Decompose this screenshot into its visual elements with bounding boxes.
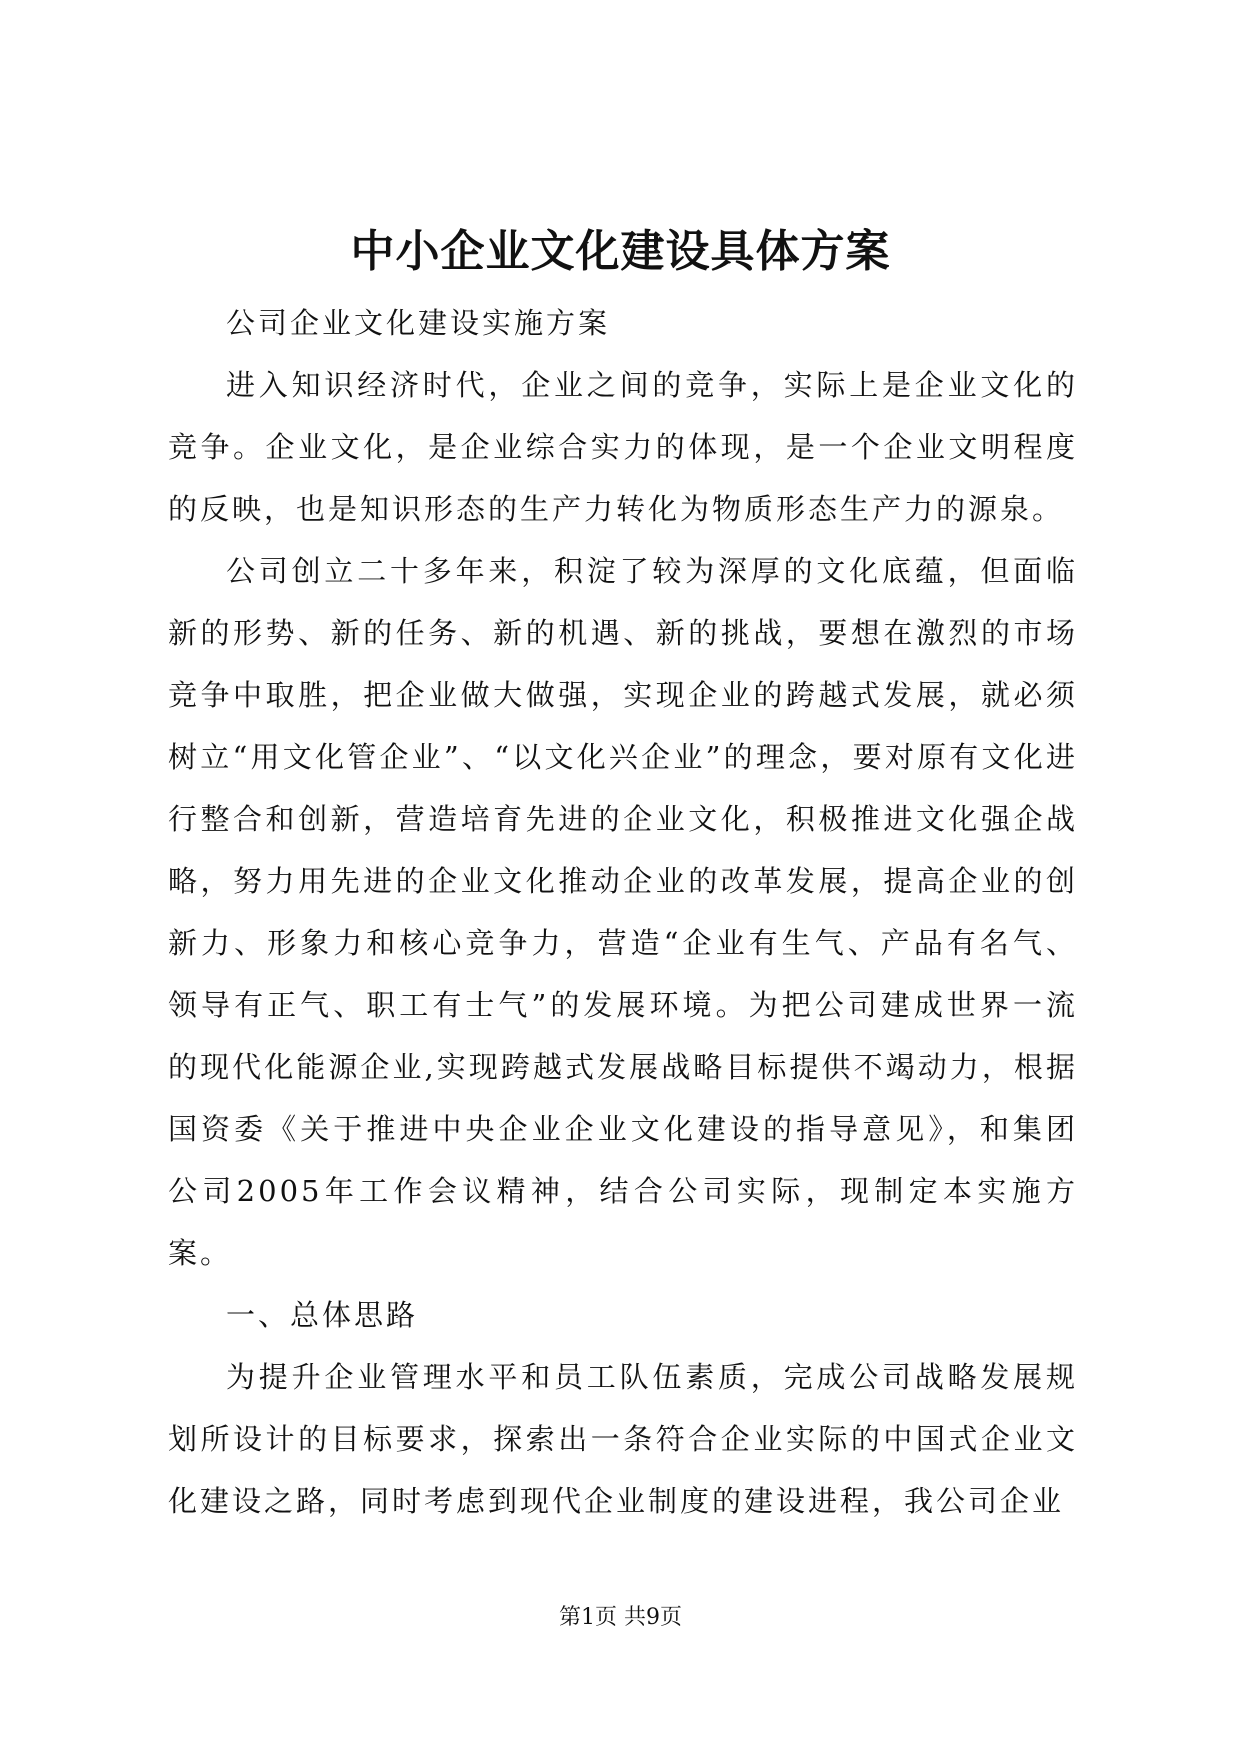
section-heading: 一、总体思路 [226, 1298, 419, 1332]
background-paragraph: 公司创立二十多年来，积淀了较为深厚的文化底蕴，但面临新的形势、新的任务、新的机遇、新的挑战，要想在激烈的市场竞争中取胜，把企业做大做强，实现企业的跨越式发展，就必须树立“用文化管企业”、“以文化兴企业”的理念，要对原有文化进行整合和创新，营造培育先进的企业文化，积极推进文化强企战略，努力用先进的企业文化推动企业的改革发展，提高企业的创新力、形象力和核心竞争力，营造“企业有生气、产品有名气、领导有正气、职工有士气”的发展环境。为把公司建成世界一流的现代化能源企业,实现跨越式发展战略目标提供不竭动力，根据国资委《关于推进中央企业企业文化建设的指导意见》，和集团公司2005年工作会议精神，结合公司实际，现制定本实施方案。 [168, 554, 1078, 1270]
intro-paragraph: 进入知识经济时代，企业之间的竞争，实际上是企业文化的竞争。企业文化，是企业综合实力的体现，是一个企业文明程度的反映，也是知识形态的生产力转化为物质形态生产力的源泉。 [168, 368, 1078, 526]
subtitle-paragraph: 公司企业文化建设实施方案 [226, 306, 611, 340]
document-body [168, 292, 1078, 1532]
document-title: 中小企业文化建设具体方案 [350, 226, 891, 277]
page-number: 第1页 共9页 [559, 1605, 682, 1630]
section-paragraph: 为提升企业管理水平和员工队伍素质，完成公司战略发展规划所设计的目标要求，探索出一条符合企业实际的中国式企业文化建设之路，同时考虑到现代企业制度的建设进程，我公司企业 [168, 1360, 1078, 1518]
